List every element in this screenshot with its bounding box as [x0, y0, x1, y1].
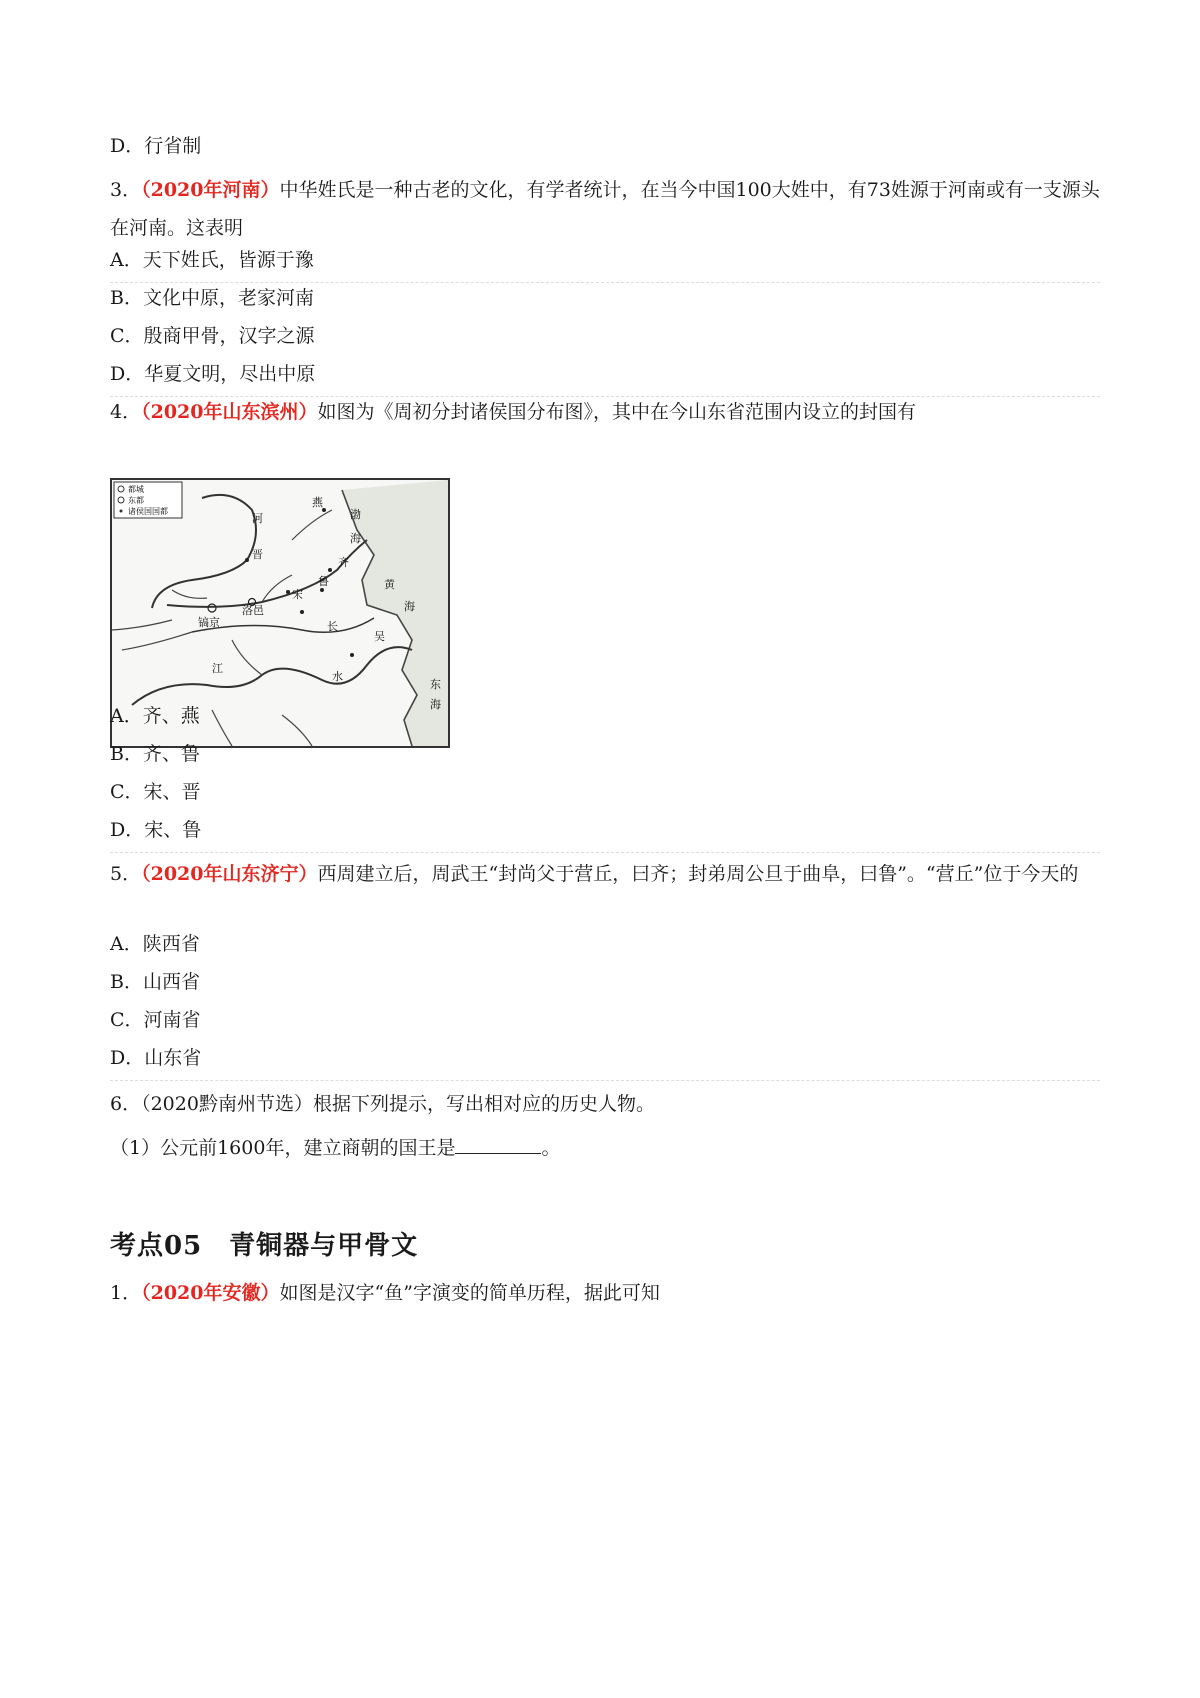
map-label-shui: 水 [332, 670, 343, 683]
map-label-jiang: 江 [212, 662, 223, 675]
q3-option-a: A．天下姓氏，皆源于豫 [110, 249, 314, 271]
q3-number: 3． [110, 179, 142, 201]
state-capital-dot [350, 653, 354, 657]
s1-stem [110, 1280, 660, 1306]
map-label-yan: 燕 [312, 496, 323, 509]
q5-number: 5． [110, 863, 142, 885]
divider [110, 1080, 1100, 1081]
map-label-hai3: 海 [430, 698, 441, 711]
map-label-bo: 渤 [350, 508, 361, 521]
map-label-chang: 长 [327, 620, 338, 633]
q6-sub1 [110, 1135, 560, 1161]
q3-stem [110, 171, 1100, 247]
yangtze-river [132, 647, 412, 705]
legend-state-capital: 诸侯国国都 [128, 507, 168, 516]
map-label-hai2: 海 [404, 600, 415, 613]
q5-option-b: B．山西省 [110, 971, 200, 993]
s1-source: （2020年安徽） [141, 1282, 280, 1304]
q3-option-c: C．殷商甲骨，汉字之源 [110, 325, 315, 347]
q6-sub1-end: 。 [541, 1137, 561, 1159]
q4-option-a: A．齐、燕 [110, 705, 200, 727]
q4-stem-text: 如图为《周初分封诸侯国分布图》，其中在今山东省范围内设立的封国有 [317, 401, 916, 423]
divider [110, 282, 1100, 283]
map-label-he: 河 [252, 512, 263, 525]
legend-state-capital-icon [120, 510, 123, 513]
q5-stem-text: 西周建立后，周武王“封尚父于营丘，曰齐；封弟周公旦于曲阜，曰鲁”。“营丘”位于今天的 [317, 863, 1079, 885]
q3-option-d: D．华夏文明，尽出中原 [110, 363, 316, 385]
legend-capital: 都城 [128, 485, 144, 494]
map-label-lu: 鲁 [318, 575, 329, 588]
map-label-dong: 东 [430, 678, 441, 691]
q3-option-b: B．文化中原，老家河南 [110, 287, 314, 309]
q4-source: （2020年山东滨州） [141, 401, 318, 423]
map-label-wu: 吴 [374, 630, 385, 643]
state-capital-dot [245, 558, 249, 562]
q3-stem-text: 中华姓氏是一种古老的文化，有学者统计，在当今中国100大姓中，有73姓源于河南或有一支源头在河南。这表明 [110, 179, 1100, 239]
state-capital-dot [300, 610, 304, 614]
state-capital-dot [286, 590, 290, 594]
q3-source: （2020年河南） [141, 179, 280, 201]
legend-east-capital: 东都 [128, 496, 144, 505]
q6-sub1-text: （1）公元前1600年，建立商朝的国王是 [110, 1137, 456, 1159]
q5-source: （2020年山东济宁） [141, 863, 318, 885]
q4-option-d: D．宋、鲁 [110, 819, 202, 841]
q4-option-c: C．宋、晋 [110, 781, 201, 803]
section-heading: 考点05 青铜器与甲骨文 [110, 1231, 419, 1261]
map-label-jin: 晋 [252, 548, 263, 561]
q5-stem [110, 855, 1100, 893]
answer-blank[interactable] [455, 1135, 541, 1154]
q4-option-b: B．齐、鲁 [110, 743, 200, 765]
state-capital-dot [328, 568, 332, 572]
map-label-huang: 黄 [384, 578, 395, 591]
q5-option-c: C．河南省 [110, 1009, 201, 1031]
minor-rivers [212, 510, 332, 746]
q5-option-a: A．陕西省 [110, 933, 200, 955]
q2-option-d: D．行省制 [110, 135, 202, 157]
divider [110, 396, 1100, 397]
map-label-luoyi: 洛邑 [242, 604, 264, 617]
s1-stem-text: 如图是汉字“鱼”字演变的简单历程，据此可知 [279, 1282, 660, 1304]
divider [110, 852, 1100, 853]
s1-number: 1． [110, 1282, 142, 1304]
q4-number: 4． [110, 401, 142, 423]
haojing-marker [208, 604, 216, 612]
map-label-song: 宋 [292, 588, 303, 601]
q6-stem: 6．（2020黔南州节选）根据下列提示，写出相对应的历史人物。 [110, 1093, 655, 1115]
q4-stem [110, 399, 916, 425]
state-capital-dot [320, 588, 324, 592]
map-label-qi: 齐 [338, 556, 349, 569]
q5-option-d: D．山东省 [110, 1047, 202, 1069]
map-label-haojing: 镐京 [198, 616, 220, 629]
map-label-hai1: 海 [350, 532, 361, 545]
